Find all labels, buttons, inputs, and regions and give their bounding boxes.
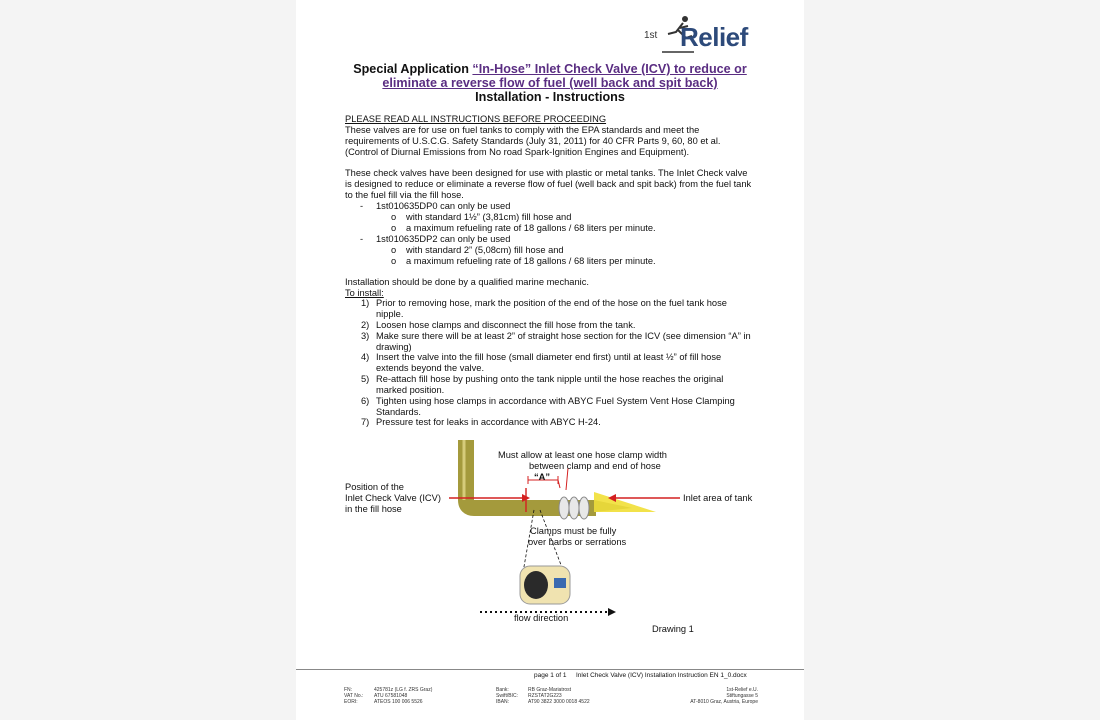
step-text: extends beyond the valve. (376, 363, 485, 373)
intro-line: (Control of Diurnal Emissions from No road Spark-Ignition Engines and Equipment). (345, 147, 690, 157)
footer-address: AT-8010 Graz, Austria, Europe (690, 699, 758, 705)
footer-value: 425781z (LG f. ZRS Graz) (374, 687, 433, 693)
title-line-2 (296, 76, 804, 90)
product-sub: with standard 1½” (3,81cm) fill hose and (406, 212, 572, 222)
flow-label: flow direction (514, 613, 569, 623)
step-text: nipple. (376, 309, 404, 319)
clamp-note: Must allow at least one hose clamp width (498, 450, 667, 460)
step-text: Standards. (376, 407, 421, 417)
product-bullet: - (360, 201, 364, 211)
clamps-note: Clamps must be fully (530, 526, 617, 536)
intro-heading: PLEASE READ ALL INSTRUCTIONS BEFORE PROCEEDING (345, 114, 607, 124)
product-sub: a maximum refueling rate of 18 gallons / 68 liters per minute. (406, 256, 656, 266)
step-text: Tighten using hose clamps in accordance with ABYC Fuel System Vent Hose Clamping (376, 396, 735, 406)
sub-bullet: o (391, 256, 397, 266)
step-text: drawing) (376, 342, 412, 352)
title-line-1 (296, 62, 804, 76)
product-bullet: - (360, 234, 364, 244)
inlet-label: Inlet area of tank (683, 493, 753, 503)
footer-page: page 1 of 1 (534, 672, 567, 679)
step-text: Prior to removing hose, mark the position of the end of the hose on the fuel tank hose (376, 298, 727, 308)
footer-address: Stiftungasse 5 (726, 693, 758, 699)
footer-key: IBAN: (496, 699, 510, 705)
step-number: 7) (361, 417, 370, 427)
product-sub: with standard 2” (5,08cm) fill hose and (406, 245, 564, 255)
step-number: 3) (361, 331, 370, 341)
design-line: is designed to reduce or eliminate a reverse flow of fuel (well back and spit back) from the fuel tank (345, 179, 752, 189)
footer-key: Swift/BIC: (496, 693, 518, 699)
footer-value: ATEOS 100 006 5526 (374, 699, 423, 705)
footer-doc: Inlet Check Valve (ICV) Installation Instruction EN 1_0.docx (576, 672, 747, 679)
install-heading: To install: (345, 288, 384, 298)
install-qualified: Installation should be done by a qualified marine mechanic. (345, 277, 589, 287)
sub-bullet: o (391, 223, 397, 233)
intro-line: These valves are for use on fuel tanks to comply with the EPA standards and meet the (345, 125, 700, 135)
title-highlight-2: eliminate a reverse flow of fuel (well back and spit back) (382, 76, 718, 90)
footer-key: EORI: (344, 699, 358, 705)
clamps-note: over barbs or serrations (528, 537, 627, 547)
step-number: 2) (361, 320, 370, 330)
footer-value: RZSTAT2G223 (528, 693, 562, 699)
company-logo (640, 14, 758, 54)
footer-key: FN: (344, 687, 353, 693)
dimension-a-label: “A” (534, 472, 551, 482)
footer-value: RB Graz-Mariatrost (528, 687, 572, 693)
footer-value: AT90 3822 3000 0018 4522 (528, 699, 590, 705)
footer-address: 1st-Relief e.U. (726, 687, 758, 693)
logo-name: Relief (680, 22, 748, 52)
title-prefix: Special Application (353, 62, 473, 76)
step-text: Pressure test for leaks in accordance with ABYC H-24. (376, 417, 601, 427)
footer-key: VAT No.: (344, 693, 364, 699)
position-label: Inlet Check Valve (ICV) (345, 493, 441, 503)
title-highlight-1: “In-Hose” Inlet Check Valve (ICV) to reduce or (472, 62, 747, 76)
position-label: in the fill hose (345, 504, 402, 514)
step-text: Make sure there will be at least 2” of straight hose section for the ICV (see dimension “A” in (376, 331, 751, 341)
product-name: 1st010635DP0 can only be used (376, 201, 511, 211)
design-line: These check valves have been designed for use with plastic or metal tanks. The Inlet Check valve (345, 168, 748, 178)
clamp-note: between clamp and end of hose (529, 461, 661, 471)
step-text: Re-attach fill hose by pushing onto the tank nipple until the hose reaches the original (376, 374, 724, 384)
title-line-3: Installation - Instructions (475, 90, 625, 104)
document-page (296, 0, 804, 720)
step-number: 6) (361, 396, 370, 406)
sub-bullet: o (391, 212, 397, 222)
product-name: 1st010635DP2 can only be used (376, 234, 511, 244)
sub-bullet: o (391, 245, 397, 255)
footer-divider (296, 669, 804, 670)
logo-prefix: 1st (644, 30, 658, 41)
design-line: to the fuel fill via the fill hose. (345, 190, 464, 200)
viewer-background-left (0, 0, 296, 720)
step-number: 4) (361, 352, 370, 362)
step-text: Insert the valve into the fill hose (small diameter end first) until at least ½” of fill hose (376, 352, 722, 362)
step-text: Loosen hose clamps and disconnect the fill hose from the tank. (376, 320, 636, 330)
step-number: 1) (361, 298, 370, 308)
intro-line: requirements of U.S.C.G. Safety Standards (July 31, 2011) for 40 CFR Parts 9, 60, 80 et al. (345, 136, 721, 146)
valve-closeup (520, 566, 570, 604)
footer-key: Bank: (496, 687, 509, 693)
product-sub: a maximum refueling rate of 18 gallons / 68 liters per minute. (406, 223, 656, 233)
viewer-background-right (804, 0, 1100, 720)
step-number: 5) (361, 374, 370, 384)
position-label: Position of the (345, 482, 404, 492)
step-text: marked position. (376, 385, 445, 395)
footer-value: ATU 67581048 (374, 693, 408, 699)
hose-clamps (559, 497, 589, 519)
drawing-caption: Drawing 1 (652, 624, 694, 634)
